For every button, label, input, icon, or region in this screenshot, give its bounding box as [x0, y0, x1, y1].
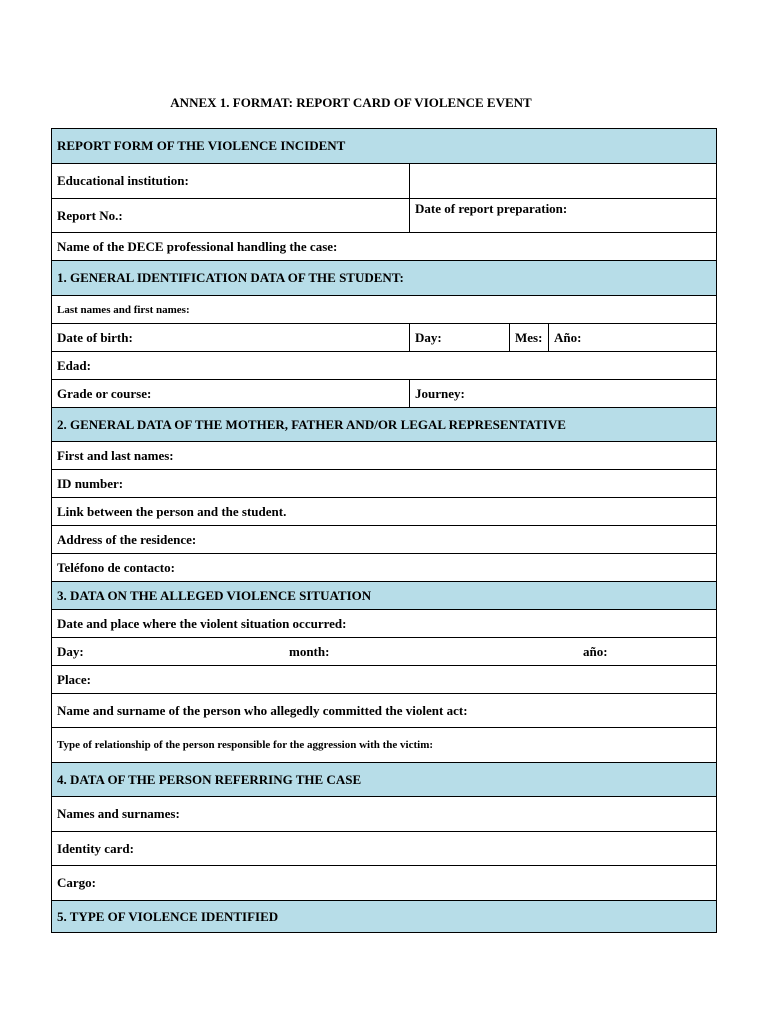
section3-header-row [52, 582, 716, 610]
section2-header: 2. GENERAL DATA OF THE MOTHER, FATHER AND/OR LEGAL REPRESENTATIVE [57, 416, 566, 432]
form-main-header: REPORT FORM OF THE VIOLENCE INCIDENT [57, 138, 346, 153]
student-names-row [52, 296, 716, 324]
event-year-label: año: [583, 643, 608, 659]
event-date-row [52, 638, 716, 666]
dob-day-label: Day: [409, 324, 509, 351]
guardian-names-label: First and last names: [57, 447, 174, 463]
referrer-id-label: Identity card: [57, 840, 134, 856]
section4-header: 4. DATA OF THE PERSON REFERRING THE CASE [57, 771, 362, 787]
event-place-row [52, 666, 716, 694]
dece-row [52, 233, 716, 261]
guardian-address-row [52, 526, 716, 554]
aggressor-label: Name and surname of the person who allegedly committed the violent act: [57, 702, 468, 718]
dob-year-label: Año: [548, 324, 716, 351]
institution-field[interactable] [409, 164, 716, 198]
document-title: ANNEX 1. FORMAT: REPORT CARD OF VIOLENCE EVENT [170, 95, 532, 110]
guardian-id-label: ID number: [57, 475, 124, 491]
grade-row [52, 380, 716, 408]
grade-label: Grade or course: [57, 385, 152, 401]
section5-header-row [52, 901, 716, 932]
event-place-label: Place: [57, 671, 91, 687]
event-date-place-row [52, 610, 716, 638]
event-date-place-label: Date and place where the violent situation occurred: [57, 615, 347, 631]
referrer-cargo-row [52, 866, 716, 901]
relationship-row [52, 728, 716, 763]
dob-month-label: Mes: [509, 324, 548, 351]
report-no-row [52, 199, 716, 233]
section4-header-row [52, 763, 716, 797]
guardian-names-row [52, 442, 716, 470]
referrer-names-label: Names and surnames: [57, 806, 180, 821]
student-names-label: Last names and first names: [57, 303, 190, 316]
section3-header: 3. DATA ON THE ALLEGED VIOLENCE SITUATION [57, 587, 372, 603]
journey-label: Journey: [409, 380, 716, 407]
guardian-phone-label: Teléfono de contacto: [57, 559, 175, 575]
guardian-id-row [52, 470, 716, 498]
report-no-label: Report No.: [57, 207, 123, 223]
section1-header: 1. GENERAL IDENTIFICATION DATA OF THE STUDENT: [57, 270, 404, 285]
guardian-link-label: Link between the person and the student. [57, 503, 287, 519]
report-form-table [51, 128, 717, 933]
referrer-names-row [52, 797, 716, 832]
aggressor-row [52, 694, 716, 728]
institution-label: Educational institution: [57, 173, 189, 188]
section5-header: 5. TYPE OF VIOLENCE IDENTIFIED [57, 908, 279, 924]
relationship-label: Type of relationship of the person responsible for the aggression with the victim: [57, 739, 434, 751]
dob-label: Date of birth: [57, 329, 133, 345]
age-label: Edad: [57, 357, 91, 373]
referrer-cargo-label: Cargo: [57, 875, 96, 890]
guardian-phone-row [52, 554, 716, 582]
section2-header-row [52, 408, 716, 442]
guardian-link-row [52, 498, 716, 526]
event-day-label: Day: [57, 643, 84, 659]
section1-header-row [52, 261, 716, 296]
dece-professional-label: Name of the DECE professional handling the case: [57, 238, 338, 254]
form-main-header-row [52, 129, 716, 164]
institution-row [52, 164, 716, 199]
guardian-address-label: Address of the residence: [57, 531, 197, 547]
dob-row [52, 324, 716, 352]
event-month-label: month: [289, 643, 330, 659]
report-date-label: Date of report preparation: [409, 199, 716, 232]
referrer-id-row [52, 832, 716, 866]
age-row [52, 352, 716, 380]
